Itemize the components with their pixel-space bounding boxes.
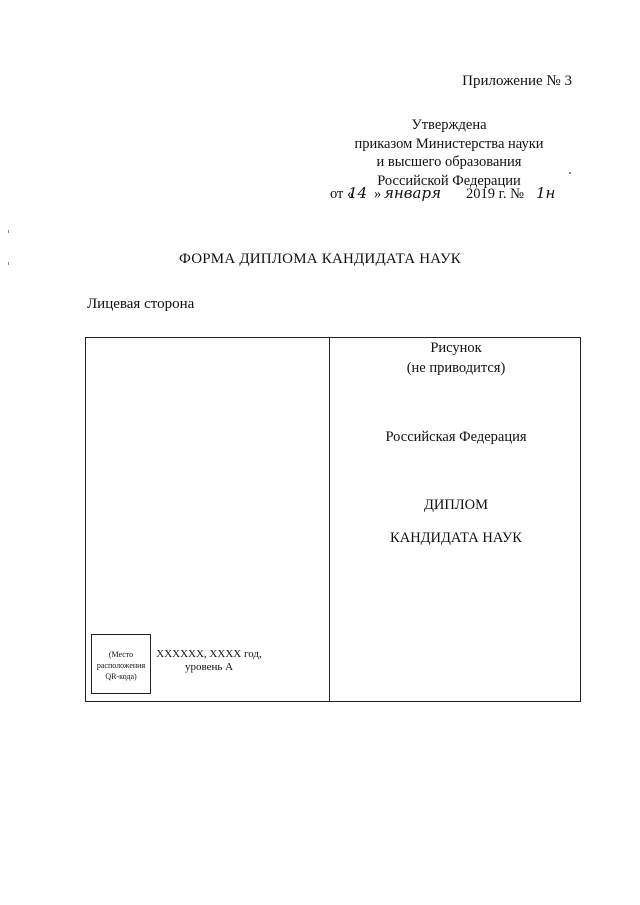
order-prefix: от « <box>330 186 355 202</box>
frame-divider <box>329 337 330 702</box>
order-close-quote: » <box>374 186 382 202</box>
scan-artifact <box>569 172 571 174</box>
qr-code-placeholder <box>91 634 151 694</box>
picture-note: (не приводится) <box>406 360 506 376</box>
qr-line: (Место <box>108 650 134 659</box>
approval-line: Утверждена <box>411 117 487 133</box>
scan-artifact <box>8 230 9 233</box>
order-year: 2019 г. № <box>466 186 525 202</box>
approval-line: и высшего образования <box>376 154 522 170</box>
qr-line: QR-кода) <box>105 672 137 681</box>
country-name: Российская Федерация <box>385 429 527 445</box>
serial-caption <box>154 648 264 674</box>
degree-heading: КАНДИДАТА НАУК <box>390 530 522 546</box>
picture-label: Рисунок <box>430 340 482 356</box>
approval-line: приказом Министерства науки <box>354 135 544 152</box>
handwritten-order-number: 1н <box>536 184 556 202</box>
order-date-line <box>330 186 570 211</box>
serial-line: XXXXXX, XXXX год, <box>156 648 262 660</box>
level-line: уровень А <box>184 661 234 673</box>
scan-artifact <box>8 262 9 265</box>
appendix-number: Приложение № 3 <box>462 73 572 89</box>
side-label: Лицевая сторона <box>87 296 195 312</box>
diploma-heading: ДИПЛОМ <box>423 497 489 513</box>
approval-line: Российской Федерации <box>377 172 521 189</box>
handwritten-day: 14 <box>348 184 368 202</box>
handwritten-month: января <box>384 184 442 202</box>
document-title: ФОРМА ДИПЛОМА КАНДИДАТА НАУК <box>178 251 461 267</box>
qr-line: расположения <box>96 661 146 670</box>
approval-block <box>334 116 564 190</box>
